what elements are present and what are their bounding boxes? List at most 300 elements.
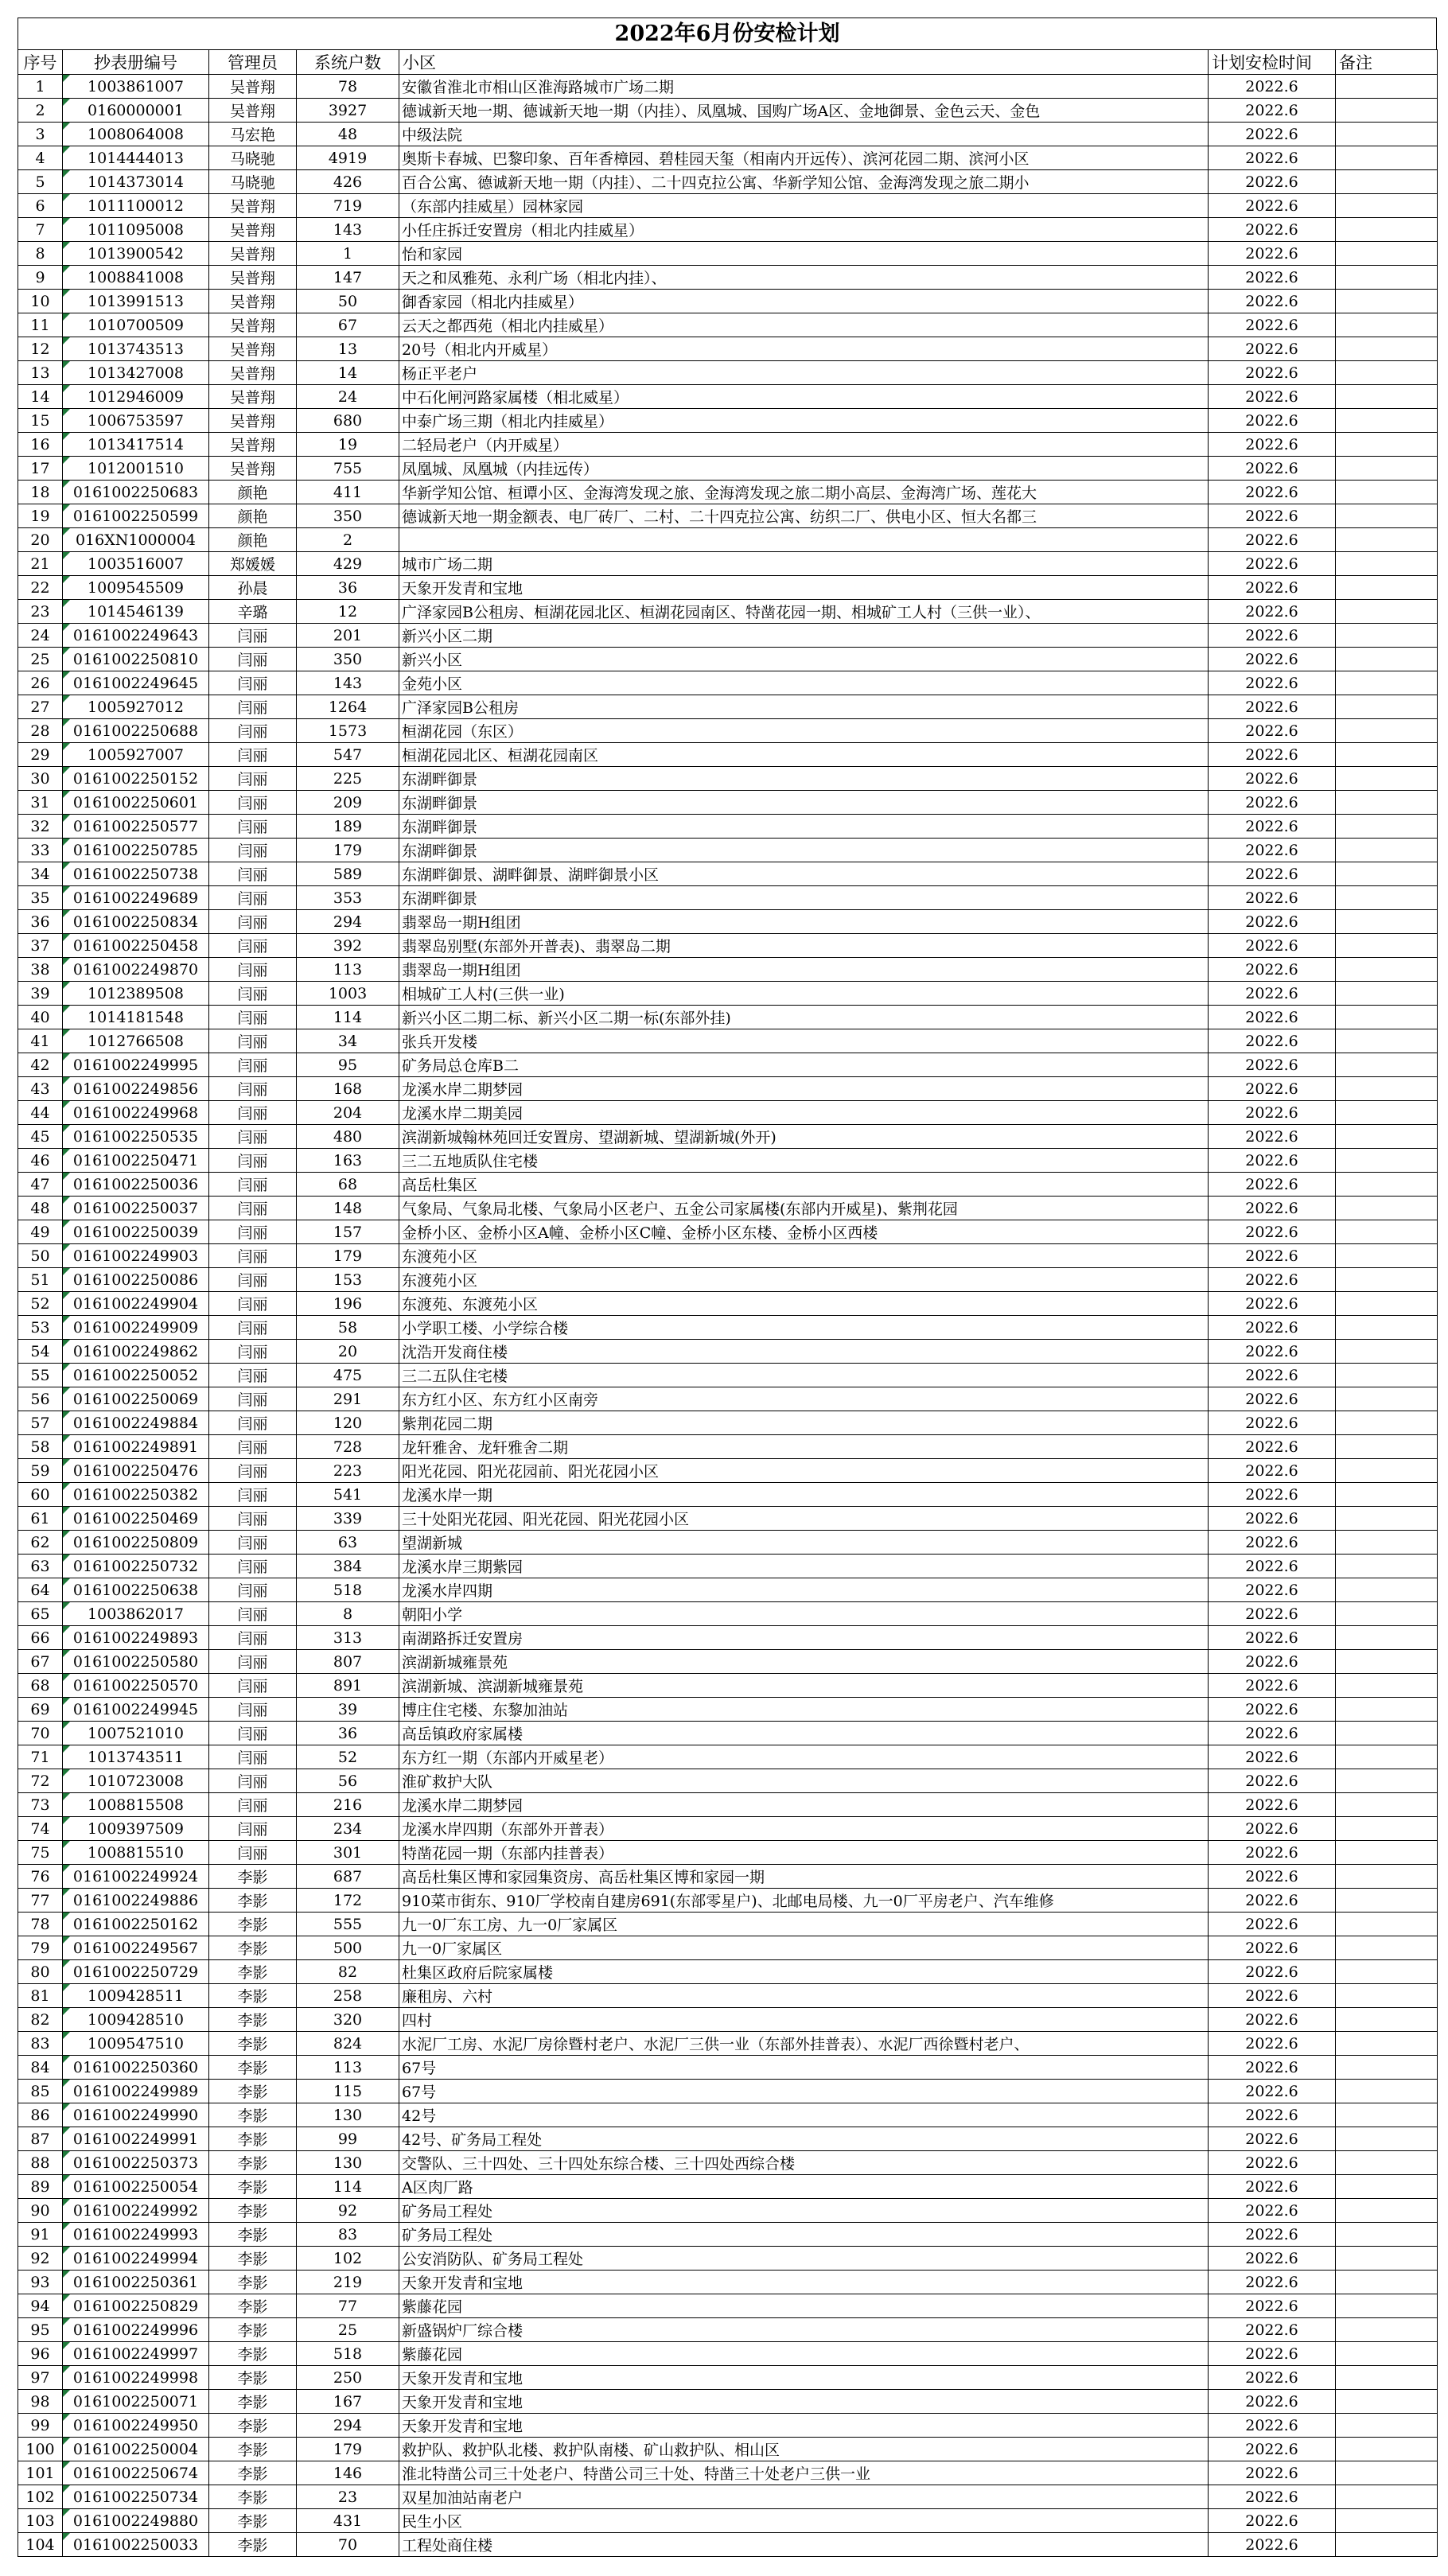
row-index-cell: 14	[18, 385, 63, 409]
row-index-cell: 62	[18, 1531, 63, 1555]
remarks-cell	[1336, 1865, 1438, 1889]
community-cell: 中泰广场三期（相北内挂威星）	[399, 409, 1209, 433]
table-row	[18, 791, 1438, 815]
remarks-cell	[1336, 1292, 1438, 1316]
row-index-cell: 76	[18, 1865, 63, 1889]
community-cell: 九一0厂东工房、九一0厂家属区	[399, 1913, 1209, 1936]
table-row	[18, 2438, 1438, 2461]
table-row	[18, 218, 1438, 242]
manager-cell: 闫丽	[209, 1077, 297, 1101]
remarks-cell	[1336, 695, 1438, 719]
manager-cell: 闫丽	[209, 1435, 297, 1459]
household-count-cell: 39	[297, 1698, 399, 1722]
plan-date-cell: 2022.6	[1209, 2151, 1336, 2175]
row-index-cell: 63	[18, 1555, 63, 1578]
row-index-cell: 33	[18, 839, 63, 862]
remarks-cell	[1336, 504, 1438, 528]
row-index-cell: 28	[18, 719, 63, 743]
remarks-cell	[1336, 839, 1438, 862]
community-cell: 龙溪水岸四期	[399, 1578, 1209, 1602]
remarks-cell	[1336, 719, 1438, 743]
household-count-cell: 163	[297, 1149, 399, 1173]
row-index-cell: 16	[18, 433, 63, 457]
meter-book-id-cell: 0161002250069	[63, 1387, 209, 1411]
plan-date-cell: 2022.6	[1209, 815, 1336, 839]
row-index-cell: 39	[18, 982, 63, 1006]
manager-cell: 李影	[209, 2509, 297, 2533]
row-index-cell: 45	[18, 1125, 63, 1149]
community-cell: 公安消防队、矿务局工程处	[399, 2247, 1209, 2271]
meter-book-id-cell: 0161002249994	[63, 2247, 209, 2271]
remarks-cell	[1336, 1984, 1438, 2008]
row-index-cell: 41	[18, 1029, 63, 1053]
row-index-cell: 90	[18, 2199, 63, 2223]
remarks-cell	[1336, 2509, 1438, 2533]
manager-cell: 闫丽	[209, 1053, 297, 1077]
row-index-cell: 52	[18, 1292, 63, 1316]
plan-date-cell: 2022.6	[1209, 194, 1336, 218]
meter-book-id-cell: 0160000001	[63, 99, 209, 123]
meter-book-id-cell: 1013417514	[63, 433, 209, 457]
table-row	[18, 2151, 1438, 2175]
plan-date-cell: 2022.6	[1209, 1316, 1336, 1340]
row-index-cell: 34	[18, 862, 63, 886]
household-count-cell: 83	[297, 2223, 399, 2247]
remarks-cell	[1336, 409, 1438, 433]
plan-date-cell: 2022.6	[1209, 1244, 1336, 1268]
remarks-cell	[1336, 862, 1438, 886]
community-cell: 望湖新城	[399, 1531, 1209, 1555]
row-index-cell: 17	[18, 457, 63, 481]
remarks-cell	[1336, 767, 1438, 791]
row-index-cell: 31	[18, 791, 63, 815]
household-count-cell: 50	[297, 290, 399, 313]
remarks-cell	[1336, 934, 1438, 958]
remarks-cell	[1336, 1483, 1438, 1507]
manager-cell: 闫丽	[209, 1244, 297, 1268]
remarks-cell	[1336, 2390, 1438, 2414]
remarks-cell	[1336, 2056, 1438, 2080]
community-cell: 工程处商住楼	[399, 2533, 1209, 2557]
table-row	[18, 242, 1438, 266]
row-index-cell: 46	[18, 1149, 63, 1173]
plan-date-cell: 2022.6	[1209, 1913, 1336, 1936]
plan-date-cell: 2022.6	[1209, 2247, 1336, 2271]
household-count-cell: 148	[297, 1197, 399, 1220]
community-cell: 龙溪水岸三期紫园	[399, 1555, 1209, 1578]
meter-book-id-cell: 1013743513	[63, 337, 209, 361]
manager-cell: 李影	[209, 2127, 297, 2151]
meter-book-id-cell: 0161002250683	[63, 481, 209, 504]
household-count-cell: 157	[297, 1220, 399, 1244]
meter-book-id-cell: 1008841008	[63, 266, 209, 290]
community-cell: 东渡苑小区	[399, 1244, 1209, 1268]
plan-date-cell: 2022.6	[1209, 1745, 1336, 1769]
meter-book-id-cell: 0161002250476	[63, 1459, 209, 1483]
plan-date-cell: 2022.6	[1209, 1960, 1336, 1984]
table-row	[18, 552, 1438, 576]
remarks-cell	[1336, 2080, 1438, 2103]
manager-cell: 吴普翔	[209, 290, 297, 313]
row-index-cell: 96	[18, 2342, 63, 2366]
household-count-cell: 518	[297, 1578, 399, 1602]
community-cell: 桓湖花园（东区）	[399, 719, 1209, 743]
community-cell: 九一0厂家属区	[399, 1936, 1209, 1960]
household-count-cell: 353	[297, 886, 399, 910]
row-index-cell: 61	[18, 1507, 63, 1531]
header-index: 序号	[18, 50, 63, 75]
row-index-cell: 27	[18, 695, 63, 719]
table-row	[18, 1578, 1438, 1602]
table-row	[18, 2485, 1438, 2509]
row-index-cell: 36	[18, 910, 63, 934]
household-count-cell: 58	[297, 1316, 399, 1340]
remarks-cell	[1336, 1555, 1438, 1578]
row-index-cell: 103	[18, 2509, 63, 2533]
manager-cell: 闫丽	[209, 1268, 297, 1292]
remarks-cell	[1336, 2032, 1438, 2056]
remarks-cell	[1336, 600, 1438, 624]
manager-cell: 吴普翔	[209, 266, 297, 290]
table-row	[18, 1817, 1438, 1841]
row-index-cell: 79	[18, 1936, 63, 1960]
manager-cell: 闫丽	[209, 1292, 297, 1316]
community-cell: 双星加油站南老户	[399, 2485, 1209, 2509]
manager-cell: 李影	[209, 1960, 297, 1984]
meter-book-id-cell: 0161002250469	[63, 1507, 209, 1531]
table-row	[18, 910, 1438, 934]
table-row	[18, 1125, 1438, 1149]
table-row	[18, 2247, 1438, 2271]
household-count-cell: 258	[297, 1984, 399, 2008]
household-count-cell: 115	[297, 2080, 399, 2103]
table-row	[18, 767, 1438, 791]
manager-cell: 李影	[209, 2008, 297, 2032]
community-cell: 天象开发青和宝地	[399, 2271, 1209, 2294]
manager-cell: 闫丽	[209, 1674, 297, 1698]
remarks-cell	[1336, 433, 1438, 457]
header-remarks: 备注	[1336, 50, 1438, 75]
household-count-cell: 589	[297, 862, 399, 886]
plan-date-cell: 2022.6	[1209, 1578, 1336, 1602]
manager-cell: 闫丽	[209, 1602, 297, 1626]
manager-cell: 闫丽	[209, 1364, 297, 1387]
plan-date-cell: 2022.6	[1209, 2032, 1336, 2056]
household-count-cell: 48	[297, 123, 399, 146]
plan-date-cell: 2022.6	[1209, 1387, 1336, 1411]
row-index-cell: 98	[18, 2390, 63, 2414]
community-cell: 67号	[399, 2056, 1209, 2080]
row-index-cell: 94	[18, 2294, 63, 2318]
community-cell: 特凿花园一期（东部内挂普表）	[399, 1841, 1209, 1865]
manager-cell: 闫丽	[209, 1698, 297, 1722]
manager-cell: 李影	[209, 2271, 297, 2294]
remarks-cell	[1336, 1531, 1438, 1555]
plan-date-cell: 2022.6	[1209, 719, 1336, 743]
plan-date-cell: 2022.6	[1209, 99, 1336, 123]
community-cell: 紫藤花园	[399, 2294, 1209, 2318]
plan-date-cell: 2022.6	[1209, 218, 1336, 242]
remarks-cell	[1336, 958, 1438, 982]
remarks-cell	[1336, 1053, 1438, 1077]
plan-date-cell: 2022.6	[1209, 2080, 1336, 2103]
plan-date-cell: 2022.6	[1209, 671, 1336, 695]
manager-cell: 闫丽	[209, 1173, 297, 1197]
plan-date-cell: 2022.6	[1209, 1053, 1336, 1077]
meter-book-id-cell: 0161002249996	[63, 2318, 209, 2342]
manager-cell: 李影	[209, 2438, 297, 2461]
manager-cell: 李影	[209, 1984, 297, 2008]
plan-date-cell: 2022.6	[1209, 1626, 1336, 1650]
community-cell: 气象局、气象局北楼、气象局小区老户、五金公司家属楼(东部内开威星)、紫荆花园	[399, 1197, 1209, 1220]
plan-date-cell: 2022.6	[1209, 409, 1336, 433]
plan-date-cell: 2022.6	[1209, 1459, 1336, 1483]
row-index-cell: 13	[18, 361, 63, 385]
row-index-cell: 8	[18, 242, 63, 266]
community-cell: 龙轩雅舍、龙轩雅舍二期	[399, 1435, 1209, 1459]
row-index-cell: 100	[18, 2438, 63, 2461]
plan-date-cell: 2022.6	[1209, 2008, 1336, 2032]
household-count-cell: 350	[297, 648, 399, 671]
manager-cell: 马晓驰	[209, 170, 297, 194]
table-row	[18, 600, 1438, 624]
table-row	[18, 839, 1438, 862]
row-index-cell: 42	[18, 1053, 63, 1077]
manager-cell: 吴普翔	[209, 75, 297, 99]
manager-cell: 闫丽	[209, 839, 297, 862]
plan-date-cell: 2022.6	[1209, 1077, 1336, 1101]
row-index-cell: 60	[18, 1483, 63, 1507]
manager-cell: 吴普翔	[209, 433, 297, 457]
table-row	[18, 648, 1438, 671]
remarks-cell	[1336, 1913, 1438, 1936]
remarks-cell	[1336, 982, 1438, 1006]
remarks-cell	[1336, 1626, 1438, 1650]
row-index-cell: 25	[18, 648, 63, 671]
household-count-cell: 19	[297, 433, 399, 457]
community-cell: 高岳杜集区博和家园集资房、高岳杜集区博和家园一期	[399, 1865, 1209, 1889]
plan-date-cell: 2022.6	[1209, 170, 1336, 194]
row-index-cell: 2	[18, 99, 63, 123]
row-index-cell: 35	[18, 886, 63, 910]
community-cell: 百合公寓、德诚新天地一期（内挂）、二十四克拉公寓、华新学知公馆、金海湾发现之旅二期小	[399, 170, 1209, 194]
community-cell: 朝阳小学	[399, 1602, 1209, 1626]
community-cell: 东湖畔御景、湖畔御景、湖畔御景小区	[399, 862, 1209, 886]
remarks-cell	[1336, 1841, 1438, 1865]
meter-book-id-cell: 0161002250688	[63, 719, 209, 743]
remarks-cell	[1336, 743, 1438, 767]
plan-date-cell: 2022.6	[1209, 1531, 1336, 1555]
community-cell: 龙溪水岸二期梦园	[399, 1793, 1209, 1817]
remarks-cell	[1336, 2127, 1438, 2151]
plan-date-cell: 2022.6	[1209, 337, 1336, 361]
meter-book-id-cell: 0161002249909	[63, 1316, 209, 1340]
row-index-cell: 51	[18, 1268, 63, 1292]
community-cell: 金苑小区	[399, 671, 1209, 695]
household-count-cell: 392	[297, 934, 399, 958]
table-row	[18, 624, 1438, 648]
meter-book-id-cell: 1012389508	[63, 982, 209, 1006]
manager-cell: 李影	[209, 2151, 297, 2175]
manager-cell: 马晓驰	[209, 146, 297, 170]
row-index-cell: 75	[18, 1841, 63, 1865]
remarks-cell	[1336, 481, 1438, 504]
row-index-cell: 86	[18, 2103, 63, 2127]
plan-date-cell: 2022.6	[1209, 1197, 1336, 1220]
community-cell: 中石化闸河路家属楼（相北威星）	[399, 385, 1209, 409]
manager-cell: 闫丽	[209, 886, 297, 910]
plan-date-cell: 2022.6	[1209, 2127, 1336, 2151]
meter-book-id-cell: 0161002250674	[63, 2461, 209, 2485]
plan-date-cell: 2022.6	[1209, 1483, 1336, 1507]
manager-cell: 闫丽	[209, 1125, 297, 1149]
row-index-cell: 47	[18, 1173, 63, 1197]
spreadsheet	[18, 18, 1437, 2557]
manager-cell: 闫丽	[209, 910, 297, 934]
household-count-cell: 34	[297, 1029, 399, 1053]
household-count-cell: 172	[297, 1889, 399, 1913]
remarks-cell	[1336, 290, 1438, 313]
household-count-cell: 146	[297, 2461, 399, 2485]
plan-date-cell: 2022.6	[1209, 1292, 1336, 1316]
table-row	[18, 2223, 1438, 2247]
household-count-cell: 189	[297, 815, 399, 839]
household-count-cell: 67	[297, 313, 399, 337]
remarks-cell	[1336, 1029, 1438, 1053]
household-count-cell: 3927	[297, 99, 399, 123]
remarks-cell	[1336, 1364, 1438, 1387]
household-count-cell: 99	[297, 2127, 399, 2151]
plan-date-cell: 2022.6	[1209, 695, 1336, 719]
header-plan-date: 计划安检时间	[1209, 50, 1336, 75]
manager-cell: 孙晨	[209, 576, 297, 600]
remarks-cell	[1336, 1698, 1438, 1722]
row-index-cell: 91	[18, 2223, 63, 2247]
table-row	[18, 1865, 1438, 1889]
household-count-cell: 350	[297, 504, 399, 528]
community-cell: 翡翠岛一期H组团	[399, 910, 1209, 934]
remarks-cell	[1336, 1936, 1438, 1960]
remarks-cell	[1336, 2271, 1438, 2294]
community-cell: 紫藤花园	[399, 2342, 1209, 2366]
table-row	[18, 1650, 1438, 1674]
household-count-cell: 167	[297, 2390, 399, 2414]
plan-date-cell: 2022.6	[1209, 600, 1336, 624]
remarks-cell	[1336, 385, 1438, 409]
remarks-cell	[1336, 194, 1438, 218]
remarks-cell	[1336, 2199, 1438, 2223]
household-count-cell: 320	[297, 2008, 399, 2032]
row-index-cell: 23	[18, 600, 63, 624]
plan-date-cell: 2022.6	[1209, 648, 1336, 671]
table-row	[18, 862, 1438, 886]
meter-book-id-cell: 0161002249968	[63, 1101, 209, 1125]
plan-date-cell: 2022.6	[1209, 624, 1336, 648]
household-count-cell: 120	[297, 1411, 399, 1435]
household-count-cell: 429	[297, 552, 399, 576]
household-count-cell: 113	[297, 2056, 399, 2080]
meter-book-id-cell: 1013743511	[63, 1745, 209, 1769]
remarks-cell	[1336, 671, 1438, 695]
table-row	[18, 1698, 1438, 1722]
remarks-cell	[1336, 2366, 1438, 2390]
row-index-cell: 67	[18, 1650, 63, 1674]
household-count-cell: 70	[297, 2533, 399, 2557]
community-cell: 滨湖新城、滨湖新城雍景苑	[399, 1674, 1209, 1698]
remarks-cell	[1336, 1101, 1438, 1125]
meter-book-id-cell: 0161002250809	[63, 1531, 209, 1555]
plan-date-cell: 2022.6	[1209, 1936, 1336, 1960]
plan-date-cell: 2022.6	[1209, 2294, 1336, 2318]
community-cell: 相城矿工人村(三供一业)	[399, 982, 1209, 1006]
table-row	[18, 1555, 1438, 1578]
household-count-cell: 719	[297, 194, 399, 218]
remarks-cell	[1336, 910, 1438, 934]
manager-cell: 闫丽	[209, 815, 297, 839]
household-count-cell: 36	[297, 1722, 399, 1745]
manager-cell: 吴普翔	[209, 457, 297, 481]
remarks-cell	[1336, 2175, 1438, 2199]
remarks-cell	[1336, 2151, 1438, 2175]
community-cell	[399, 528, 1209, 552]
remarks-cell	[1336, 1960, 1438, 1984]
table-row	[18, 2509, 1438, 2533]
meter-book-id-cell: 0161002249645	[63, 671, 209, 695]
manager-cell: 马宏艳	[209, 123, 297, 146]
household-count-cell: 8	[297, 1602, 399, 1626]
household-count-cell: 728	[297, 1435, 399, 1459]
manager-cell: 闫丽	[209, 1555, 297, 1578]
table-row	[18, 2271, 1438, 2294]
meter-book-id-cell: 0161002249990	[63, 2103, 209, 2127]
remarks-cell	[1336, 1745, 1438, 1769]
community-cell: 新兴小区二期二标、新兴小区二期一标(东部外挂)	[399, 1006, 1209, 1029]
meter-book-id-cell: 0161002250004	[63, 2438, 209, 2461]
row-index-cell: 83	[18, 2032, 63, 2056]
table-row	[18, 337, 1438, 361]
community-cell: 新盛锅炉厂综合楼	[399, 2318, 1209, 2342]
remarks-cell	[1336, 99, 1438, 123]
table-row	[18, 2080, 1438, 2103]
plan-date-cell: 2022.6	[1209, 958, 1336, 982]
community-cell: 淮北特凿公司三十处老户、特凿公司三十处、特凿三十处老户三供一业	[399, 2461, 1209, 2485]
remarks-cell	[1336, 576, 1438, 600]
meter-book-id-cell: 1006753597	[63, 409, 209, 433]
table-row	[18, 1936, 1438, 1960]
manager-cell: 吴普翔	[209, 361, 297, 385]
manager-cell: 闫丽	[209, 1387, 297, 1411]
table-row	[18, 576, 1438, 600]
community-cell: 天象开发青和宝地	[399, 2390, 1209, 2414]
community-cell: 紫荆花园二期	[399, 1411, 1209, 1435]
header-household-count: 系统户数	[297, 50, 399, 75]
table-row	[18, 1745, 1438, 1769]
row-index-cell: 88	[18, 2151, 63, 2175]
manager-cell: 李影	[209, 2366, 297, 2390]
meter-book-id-cell: 0161002249880	[63, 2509, 209, 2533]
row-index-cell: 85	[18, 2080, 63, 2103]
remarks-cell	[1336, 1197, 1438, 1220]
household-count-cell: 113	[297, 958, 399, 982]
household-count-cell: 384	[297, 1555, 399, 1578]
household-count-cell: 204	[297, 1101, 399, 1125]
meter-book-id-cell: 0161002250033	[63, 2533, 209, 2557]
household-count-cell: 807	[297, 1650, 399, 1674]
row-index-cell: 30	[18, 767, 63, 791]
row-index-cell: 84	[18, 2056, 63, 2080]
meter-book-id-cell: 0161002249567	[63, 1936, 209, 1960]
community-cell: 华新学知公馆、桓谭小区、金海湾发现之旅、金海湾发现之旅二期小高层、金海湾广场、莲花大	[399, 481, 1209, 504]
